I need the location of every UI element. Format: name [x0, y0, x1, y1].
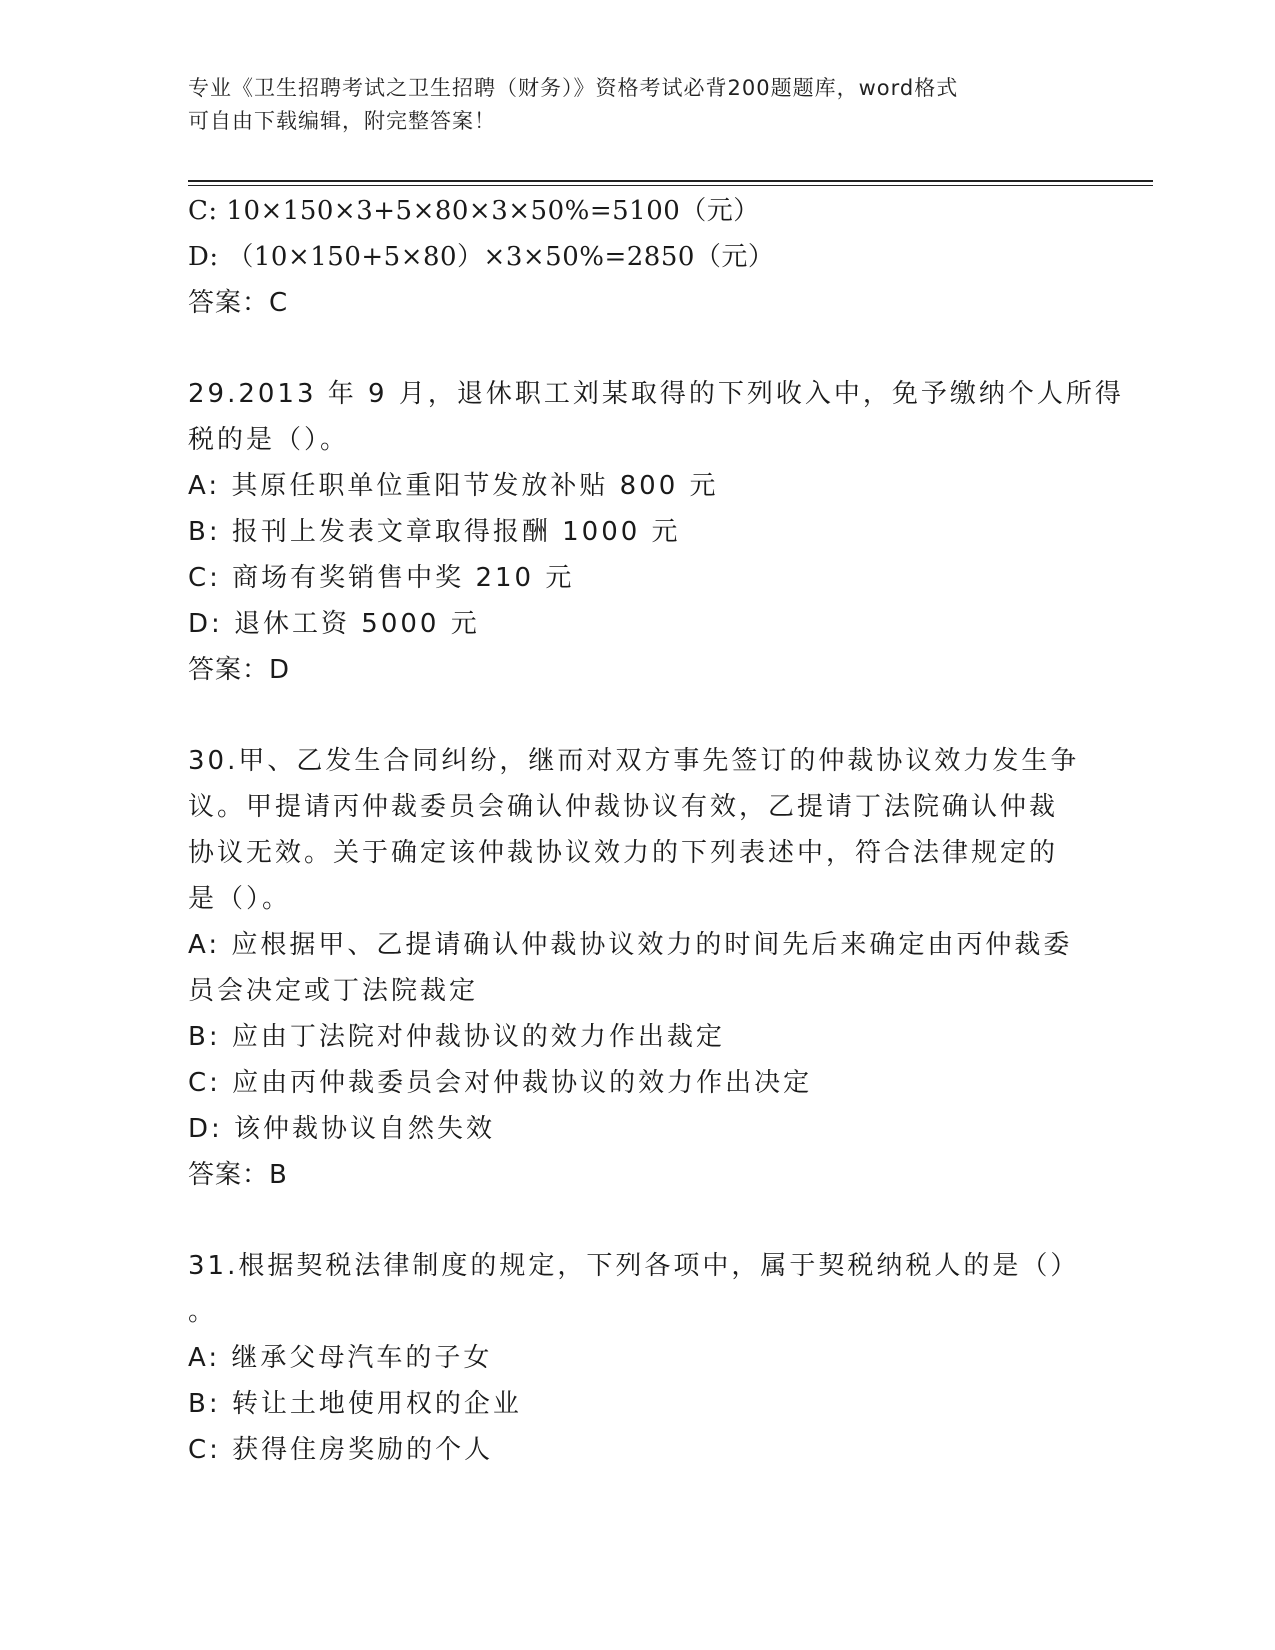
option-a-continued: 员会决定或丁法院裁定	[188, 976, 479, 1006]
option-a: A: 继承父母汽车的子女	[188, 1343, 493, 1373]
question-31	[188, 1243, 1088, 1473]
option-b: B: 转让土地使用权的企业	[188, 1389, 522, 1419]
header-line-2: 可自由下载编辑，附完整答案！	[188, 109, 496, 133]
answer-line: 答案：B	[188, 1160, 288, 1190]
option-c: C: 应由丙仲裁委员会对仲裁协议的效力作出决定	[188, 1068, 813, 1098]
spacer	[188, 1198, 1088, 1243]
document-header	[188, 72, 1088, 138]
spacer	[188, 693, 1088, 738]
option-c: C: 10×150×3+5×80×3×50%=5100（元）	[188, 196, 760, 226]
option-a: A: 应根据甲、乙提请确认仲裁协议效力的时间先后来确定由丙仲裁委	[188, 930, 1073, 960]
question-30	[188, 738, 1088, 1198]
option-d: D: （10×150+5×80）×3×50%=2850（元）	[188, 242, 775, 272]
question-text-line: 31.根据契税法律制度的规定，下列各项中，属于契税纳税人的是（）	[188, 1251, 1080, 1281]
question-text-line: 29.2013 年 9 月，退休职工刘某取得的下列收入中，免予缴纳个人所得	[188, 379, 1124, 409]
document-body	[188, 188, 1124, 1473]
answer-line: 答案：D	[188, 655, 291, 685]
question-text-line: 是（）。	[188, 884, 292, 914]
option-c: C: 获得住房奖励的个人	[188, 1435, 494, 1465]
option-b: B: 应由丁法院对仲裁协议的效力作出裁定	[188, 1022, 725, 1052]
option-d: D: 退休工资 5000 元	[188, 609, 480, 639]
option-c: C: 商场有奖销售中奖 210 元	[188, 563, 575, 593]
question-29	[188, 371, 1124, 693]
option-d: D: 该仲裁协议自然失效	[188, 1114, 496, 1144]
option-a: A: 其原任职单位重阳节发放补贴 800 元	[188, 471, 719, 501]
header-divider-thin	[188, 185, 1153, 186]
question-text-line: 税的是（）。	[188, 425, 350, 455]
answer-line: 答案：C	[188, 288, 289, 318]
spacer	[188, 326, 1088, 371]
header-divider-thick	[188, 180, 1153, 182]
question-text-line: 议。甲提请丙仲裁委员会确认仲裁协议有效，乙提请丁法院确认仲裁	[188, 792, 1059, 822]
question-text-line: 30.甲、乙发生合同纠纷，继而对双方事先签订的仲裁协议效力发生争	[188, 746, 1080, 776]
question-text-line: 。	[188, 1297, 218, 1327]
question-text-line: 协议无效。关于确定该仲裁协议效力的下列表述中，符合法律规定的	[188, 838, 1059, 868]
option-b: B: 报刊上发表文章取得报酬 1000 元	[188, 517, 681, 547]
previous-question-tail	[188, 188, 1088, 326]
header-line-1: 专业《卫生招聘考试之卫生招聘（财务）》资格考试必背200题题库，word格式	[188, 76, 959, 100]
